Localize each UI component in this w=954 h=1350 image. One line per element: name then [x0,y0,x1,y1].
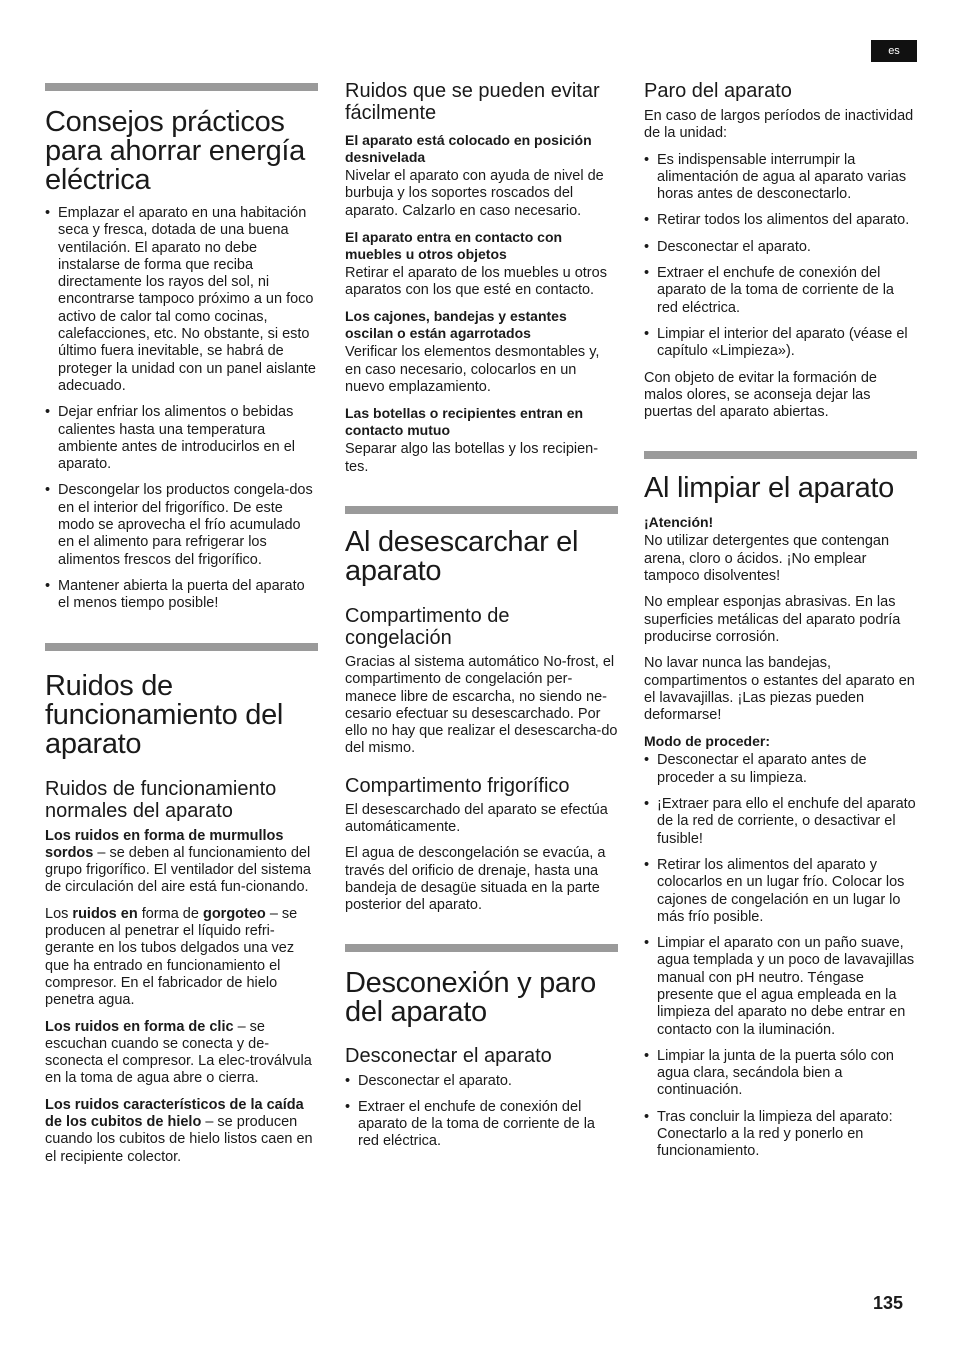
list-item: • Retirar los alimentos del aparato y colocarlos en un lugar frío. Colocar los cajones de congelación en un lugar lo más frío posible. [644,857,917,926]
avoid-paragraph: Separar algo las botellas y los recipien-tes. [345,441,599,475]
avoid-heading: El aparato está colocado en posición desnivelada [345,132,592,165]
energy-list [45,205,318,613]
list-item: • Retirar todos los alimentos del aparato. [644,212,917,229]
defrost-section [345,506,618,915]
disconnect-subtitle: Desconectar el aparato [345,1044,552,1067]
list-item: • Limpiar el interior del aparato (véase el capítulo «Limpieza»). [644,326,917,361]
list-item: • Desconectar el aparato. [345,1073,618,1090]
disconnect-section [345,944,618,1151]
defrost-subtitle: Compartimento de congelación [345,604,510,649]
noise-paragraph [45,1019,318,1088]
column-middle [345,80,618,1151]
bold-term: ruidos en [72,905,138,922]
list-item: • Es indispensable interrumpir la alimentación de agua al aparato varias horas antes de desconectarlo. [644,152,917,204]
section-divider [45,643,318,651]
list-item: • Emplazar el aparato en una habitación seca y fresca, dotada de una buena ventilación. El aparato no debe instalarse de forma que reciba directamente los rayos del sol, ni encontrarse tampoco próximo a un foco activo de calor tal como cocinas, calefacciones, etc. No obstante, si esto último fuera inevitable, se habrá de proteger la unidad con un panel aislante adecuado. [45,205,318,395]
avoid-heading: El aparato entra en contacto con muebles u otros objetos [345,228,563,262]
list-item: • Limpiar el aparato con un paño suave, agua templada y un poco de lavavajillas manual con pH neutro. Téngase presente que el agua empleada en la limpieza del aparato no debe entrar en contacto con la iluminación. [644,935,917,1039]
disconnect-title: Desconexión y paro del aparato [345,966,596,1028]
paragraph-text: forma de [137,905,203,922]
avoid-paragraph: Retirar el aparato de los muebles u otros aparatos con los que esté en contacto. [345,264,607,299]
page-number: 135 [873,1293,904,1313]
cleaning-section [644,451,917,1160]
column-right [644,80,917,1161]
noise-section [45,643,318,1166]
list-item: • Descongelar los productos congela-dos en el interior del frigorífico. De este modo se aprovecha el frío acumulado en el alimento para refrigerar los alimentos frescos del frigorífico. [45,482,318,568]
bold-term: Los ruidos característicos de la caída de los cubitos de hielo [45,1096,304,1130]
bold-term: Los ruidos en forma de murmullos sordos [45,827,284,861]
avoid-noise-section [345,80,618,476]
paragraph-text: – se producen al penetrar el líquido refri-gerante en los tubos delgados una vez que ha entrado en funcionamiento el compresor. En el fabricador de hielo penetra agua. [45,905,298,1009]
stop-section [644,80,917,421]
stop-list [644,152,917,361]
cleaning-paragraph: No emplear esponjas abrasivas. En las superficies metálicas del aparato podría producirse corrosión. [644,594,901,645]
list-item: • Extraer el enchufe de conexión del aparato de la toma de corriente de la red eléctrica. [644,265,917,317]
defrost-title: Al desescarchar el aparato [345,525,579,587]
bold-term: Los ruidos en forma de clic [45,1018,234,1035]
language-tab: es [871,40,917,62]
list-item: • Dejar enfriar los alimentos o bebidas calientes hasta una temperatura ambiente antes de introducirlos en el aparato. [45,404,318,473]
stop-title: Paro del aparato [644,80,792,102]
attention-label: ¡Atención! [644,514,714,531]
list-item: • Desconectar el aparato antes de proceder a su limpieza. [644,752,917,787]
stop-intro: En caso de largos períodos de inactividad de la unidad: [644,108,914,142]
section-divider [345,944,618,952]
noise-paragraph [45,1097,318,1166]
avoid-heading: Los cajones, bandejas y estantes oscilan o están agarrotados [345,308,567,342]
list-item: • Tras concluir la limpieza del aparato: Conectarlo a la red y ponerlo en funcionamiento. [644,1109,917,1161]
list-item: • Mantener abierta la puerta del aparato el menos tiempo posible! [45,578,318,613]
paragraph-text: – se producen cuando los cubitos de hielo listos caen en el recipiente colector. [45,1113,313,1165]
procedure-label: Modo de proceder: [644,733,771,750]
section-divider [45,83,318,91]
section-divider [644,451,917,459]
defrost-paragraph: Gracias al sistema automático No-frost, el compartimento de congelación per-manece libre de escarcha, no siendo ne-cesario efectuar su desescarchado. Por ello no hay que realizar el desescarcha-do del mismo. [345,653,618,757]
noise-paragraph [45,906,318,1010]
avoid-title: Ruidos que se pueden evitar fácilmente [345,80,600,124]
cleaning-list [644,752,917,1160]
noise-title: Ruidos de funcionamiento del aparato [45,669,284,760]
energy-section [45,83,318,613]
defrost-subtitle: Compartimento frigorífico [345,774,570,797]
noise-paragraph [45,828,318,897]
noise-subtitle: Ruidos de funcionamiento normales del aparato [45,777,277,822]
bold-term: gorgoteo [202,905,266,922]
paragraph-text: – se deben al funcionamiento del grupo frigorífico. El ventilador del sistema de circulación del aire está fun-cionando. [45,844,311,896]
paragraph-text: – se escuchan cuando se conecta y de-sconecta el compresor. La elec-troválvula en la toma de agua abre o cierra. [45,1018,312,1087]
list-item: • ¡Extraer para ello el enchufe del aparato de la red de corriente, o desactivar el fusible! [644,796,917,848]
defrost-paragraph: El agua de descongelación se evacúa, a través del orificio de drenaje, hasta una bandeja de desagüe situada en la parte posterior del aparato. [345,845,606,914]
cleaning-title: Al limpiar el aparato [644,472,894,505]
avoid-paragraph: Verificar los elementos desmontables y, en caso necesario, colocarlos en un nuevo emplazamiento. [345,344,600,396]
disconnect-list [345,1073,618,1151]
paragraph-text: Los [45,905,73,922]
section-divider [345,506,618,514]
avoid-heading: Las botellas o recipientes entran en contacto mutuo [345,405,584,439]
list-item: • Limpiar la junta de la puerta sólo con agua clara, secándola bien a continuación. [644,1048,917,1100]
defrost-paragraph: El desescarchado del aparato se efectúa automáticamente. [345,801,608,836]
column-left [45,80,318,1166]
cleaning-paragraph: No utilizar detergentes que contengan arena, cloro o ácidos. ¡No emplear tampoco disolventes! [644,533,890,585]
cleaning-paragraph: No lavar nunca las bandejas, compartimentos o estantes del aparato en el lavavajillas. ¡Las piezas pueden deformarse! [644,655,915,724]
avoid-paragraph: Nivelar el aparato con ayuda de nivel de burbuja y los soportes roscados del aparato. Calzarlo en caso necesario. [345,168,604,219]
list-item: • Extraer el enchufe de conexión del aparato de la toma de corriente de la red eléctrica. [345,1099,618,1151]
energy-title: Consejos prácticos para ahorrar energía eléctrica [45,106,305,196]
stop-outro: Con objeto de evitar la formación de malos olores, se aconseja dejar las puertas del aparato abiertas. [644,369,877,421]
list-item: • Desconectar el aparato. [644,239,917,256]
